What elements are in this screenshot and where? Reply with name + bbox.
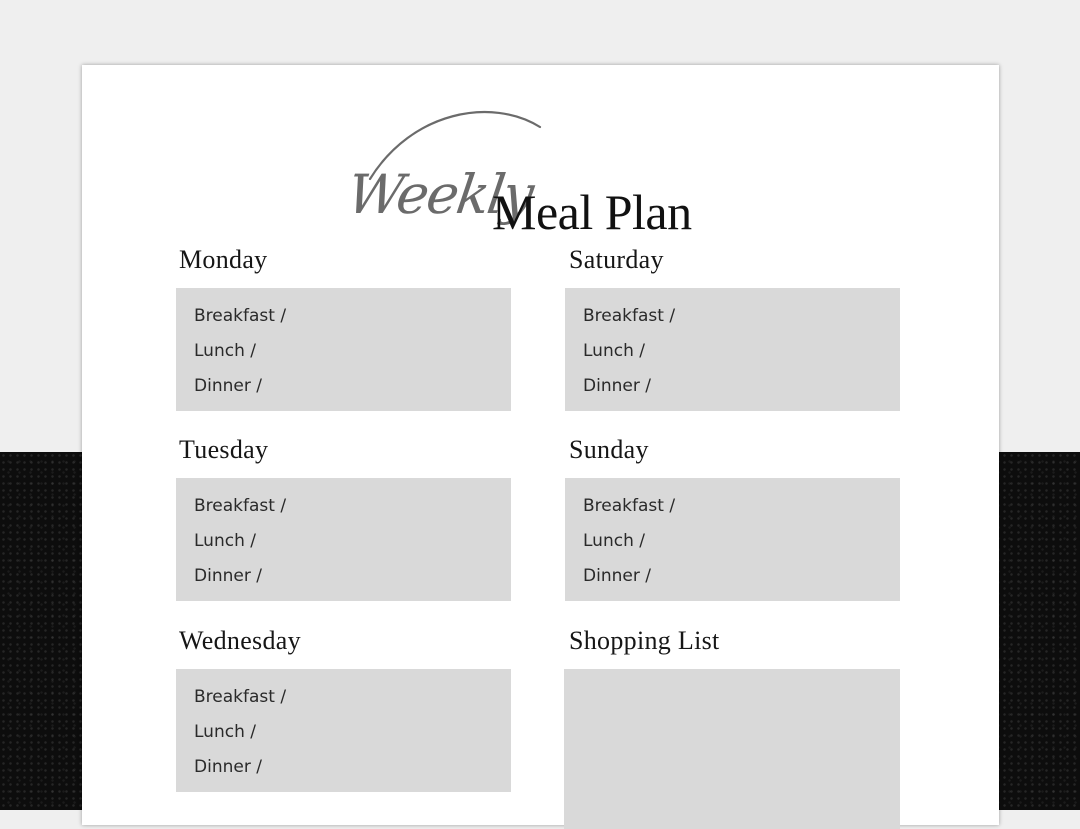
meal-box-wednesday[interactable] [176, 669, 511, 792]
day-heading-saturday: Saturday [569, 245, 664, 274]
lunch-label: Lunch / [194, 531, 256, 551]
breakfast-label: Breakfast / [194, 306, 287, 326]
title-script-word: Weekly [343, 163, 536, 226]
shopping-list-box[interactable] [564, 669, 900, 829]
lunch-label: Lunch / [583, 531, 645, 551]
day-heading-tuesday: Tuesday [179, 435, 269, 464]
meal-box-monday[interactable] [176, 288, 511, 411]
meal-box-sunday[interactable] [565, 478, 900, 601]
dinner-label: Dinner / [194, 376, 262, 396]
day-heading-monday: Monday [179, 245, 268, 274]
breakfast-label: Breakfast / [194, 687, 287, 707]
meal-box-tuesday[interactable] [176, 478, 511, 601]
dinner-label: Dinner / [194, 566, 262, 586]
title-main-words: Meal Plan [492, 184, 692, 240]
page-title [342, 101, 742, 241]
lunch-label: Lunch / [583, 341, 645, 361]
day-heading-sunday: Sunday [569, 435, 649, 464]
lunch-label: Lunch / [194, 722, 256, 742]
breakfast-label: Breakfast / [583, 496, 676, 516]
shopping-list-heading: Shopping List [569, 626, 720, 655]
dinner-label: Dinner / [583, 566, 651, 586]
breakfast-label: Breakfast / [194, 496, 287, 516]
breakfast-label: Breakfast / [583, 306, 676, 326]
dinner-label: Dinner / [194, 757, 262, 777]
lunch-label: Lunch / [194, 341, 256, 361]
day-heading-wednesday: Wednesday [179, 626, 301, 655]
dinner-label: Dinner / [583, 376, 651, 396]
meal-plan-sheet [82, 65, 999, 825]
meal-box-saturday[interactable] [565, 288, 900, 411]
